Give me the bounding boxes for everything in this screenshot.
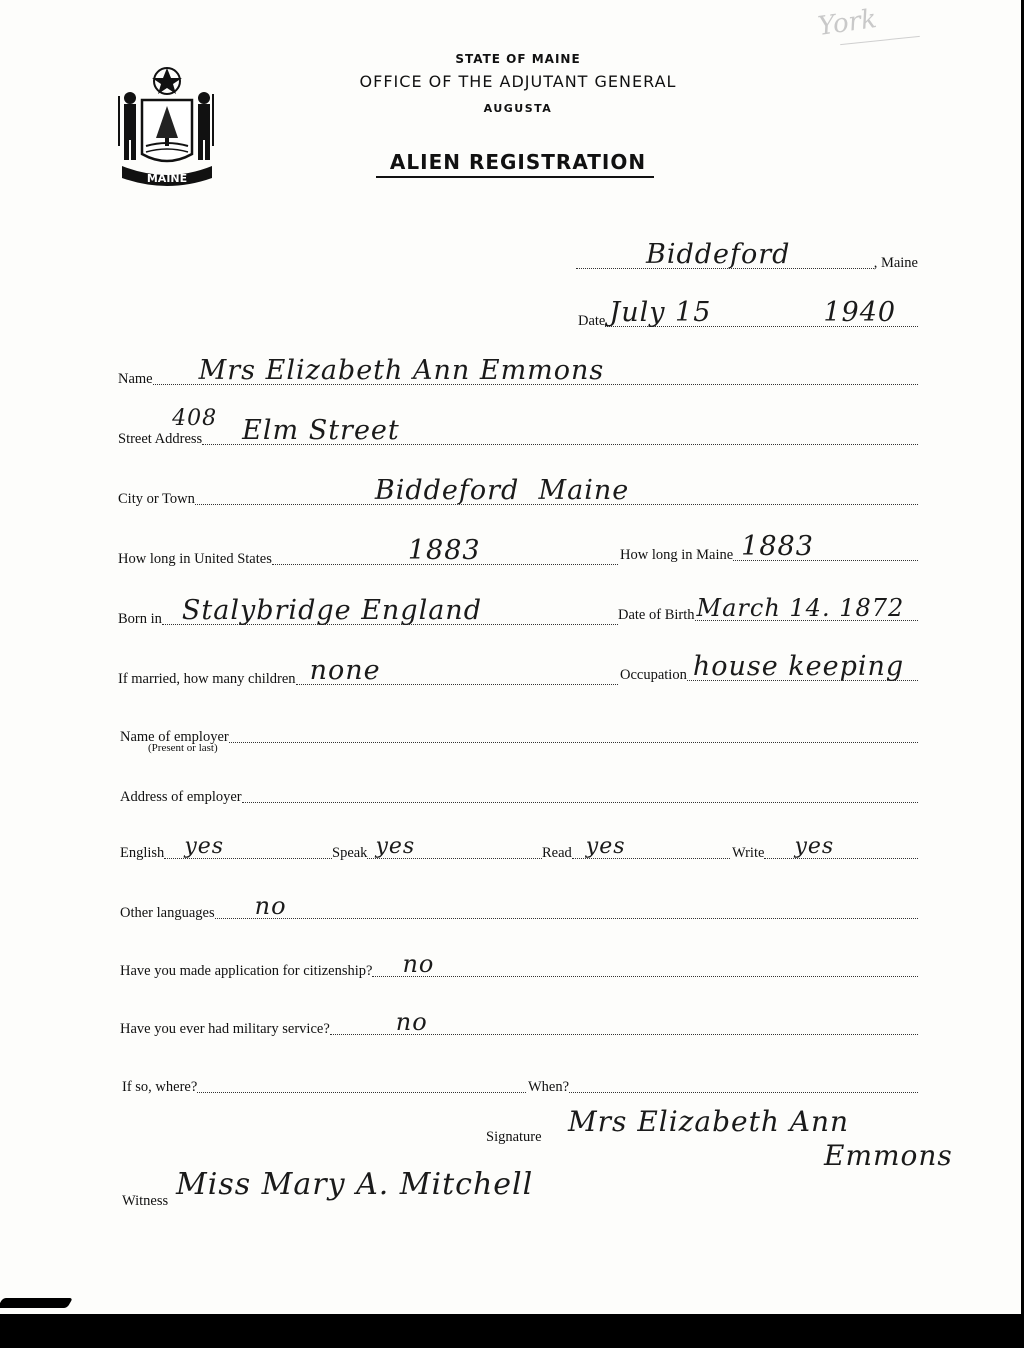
if-so-where-label: If so, where? — [122, 1079, 198, 1095]
citizenship-field — [372, 950, 918, 978]
english-value: yes — [184, 834, 225, 859]
write-label: Write — [732, 845, 765, 861]
street-field — [172, 406, 918, 446]
speak-row — [332, 830, 542, 864]
born-in-row — [118, 596, 618, 630]
write-field — [764, 834, 918, 859]
date-value: July 15 — [609, 297, 712, 328]
scan-mark — [120, 1318, 180, 1326]
header-city: AUGUSTA — [483, 102, 553, 115]
seal-banner-text: MAINE — [146, 172, 188, 185]
witness-label: Witness — [122, 1193, 169, 1209]
corner-pencil-note: York — [816, 4, 879, 42]
dob-label: Date of Birth — [618, 607, 695, 623]
when-row — [528, 1064, 918, 1098]
employer-name-field — [229, 741, 918, 743]
military-row — [120, 1006, 918, 1040]
military-label: Have you ever had military service? — [120, 1021, 330, 1037]
employer-address-label: Address of employer — [120, 789, 242, 805]
city-label: City or Town — [118, 491, 195, 507]
date-row — [578, 298, 918, 332]
read-field — [572, 834, 730, 859]
occupation-value: house keeping — [692, 651, 905, 682]
city-row — [118, 476, 918, 510]
name-field — [153, 355, 918, 386]
how-long-us-row — [118, 536, 618, 570]
form-title: ALIEN REGISTRATION — [389, 150, 647, 174]
read-row — [542, 830, 730, 864]
if-so-where-row — [122, 1064, 526, 1098]
how-long-maine-label: How long in Maine — [620, 547, 734, 563]
how-long-us-field — [272, 535, 618, 566]
street-row — [118, 406, 918, 450]
born-in-field — [162, 595, 618, 626]
signature-line2: Emmons — [824, 1139, 953, 1172]
citizenship-row — [120, 948, 918, 982]
date-field — [605, 297, 918, 328]
how-long-maine-value: 1883 — [741, 531, 814, 562]
children-row — [118, 656, 618, 690]
speak-value: yes — [375, 834, 416, 859]
signature-row — [486, 1114, 566, 1148]
name-value: Mrs Elizabeth Ann Emmons — [198, 355, 605, 386]
dob-field — [695, 594, 918, 622]
date-year: 1940 — [823, 297, 897, 328]
date-label: Date — [578, 313, 606, 329]
witness-value: Miss Mary A. Mitchell — [176, 1167, 534, 1202]
occupation-label: Occupation — [620, 667, 687, 683]
place-row — [576, 240, 918, 274]
english-row — [120, 830, 332, 864]
how-long-maine-field — [733, 531, 918, 562]
children-value: none — [309, 655, 381, 686]
name-label: Name — [118, 371, 153, 387]
street-value: Elm Street — [242, 415, 400, 446]
children-field — [296, 655, 618, 686]
read-label: Read — [542, 845, 572, 861]
occupation-row — [620, 652, 918, 686]
title-underline — [376, 176, 654, 178]
employer-name-row — [120, 714, 918, 748]
how-long-us-label: How long in United States — [118, 551, 272, 567]
read-value: yes — [585, 834, 626, 859]
maine-state-seal — [112, 66, 222, 191]
how-long-us-value: 1883 — [407, 535, 481, 566]
place-suffix: , Maine — [873, 255, 918, 271]
speak-field — [367, 834, 542, 859]
street-label: Street Address — [118, 431, 203, 447]
street-number: 408 — [172, 406, 218, 431]
city-value: Biddeford Maine — [374, 475, 630, 506]
city-field — [195, 475, 918, 506]
english-label: English — [120, 845, 165, 861]
occupation-field — [687, 651, 918, 682]
header-state: STATE OF MAINE — [455, 52, 581, 66]
write-value: yes — [794, 834, 835, 859]
when-label: When? — [528, 1079, 570, 1095]
english-field — [164, 834, 332, 859]
employer-name-label: Name of employer — [120, 729, 229, 745]
if-so-where-field — [197, 1091, 526, 1093]
write-row — [732, 830, 918, 864]
how-long-maine-row — [620, 532, 918, 566]
other-languages-label: Other languages — [120, 905, 215, 921]
place-field — [576, 239, 874, 270]
other-languages-field — [215, 892, 918, 920]
other-languages-row — [120, 890, 918, 924]
employer-address-row — [120, 774, 918, 808]
employer-address-field — [242, 801, 918, 803]
born-in-value: Stalybridge England — [181, 595, 482, 626]
citizenship-label: Have you made application for citizenship? — [120, 963, 373, 979]
signature-line1: Mrs Elizabeth Ann — [568, 1105, 850, 1138]
signature-label: Signature — [486, 1129, 542, 1145]
header-office: OFFICE OF THE ADJUTANT GENERAL — [359, 72, 677, 91]
name-row — [118, 356, 918, 390]
military-value: no — [395, 1008, 428, 1036]
employer-name-sublabel: (Present or last) — [148, 742, 218, 754]
citizenship-value: no — [402, 950, 435, 978]
dob-row — [618, 592, 918, 626]
place-value: Biddeford — [646, 239, 791, 270]
scan-mark — [0, 1298, 73, 1308]
other-languages-value: no — [254, 892, 287, 920]
born-in-label: Born in — [118, 611, 162, 627]
dob-value: March 14. 1872 — [696, 594, 905, 622]
when-field — [569, 1091, 918, 1093]
speak-label: Speak — [332, 845, 368, 861]
military-field — [330, 1008, 918, 1036]
children-label: If married, how many children — [118, 671, 296, 687]
